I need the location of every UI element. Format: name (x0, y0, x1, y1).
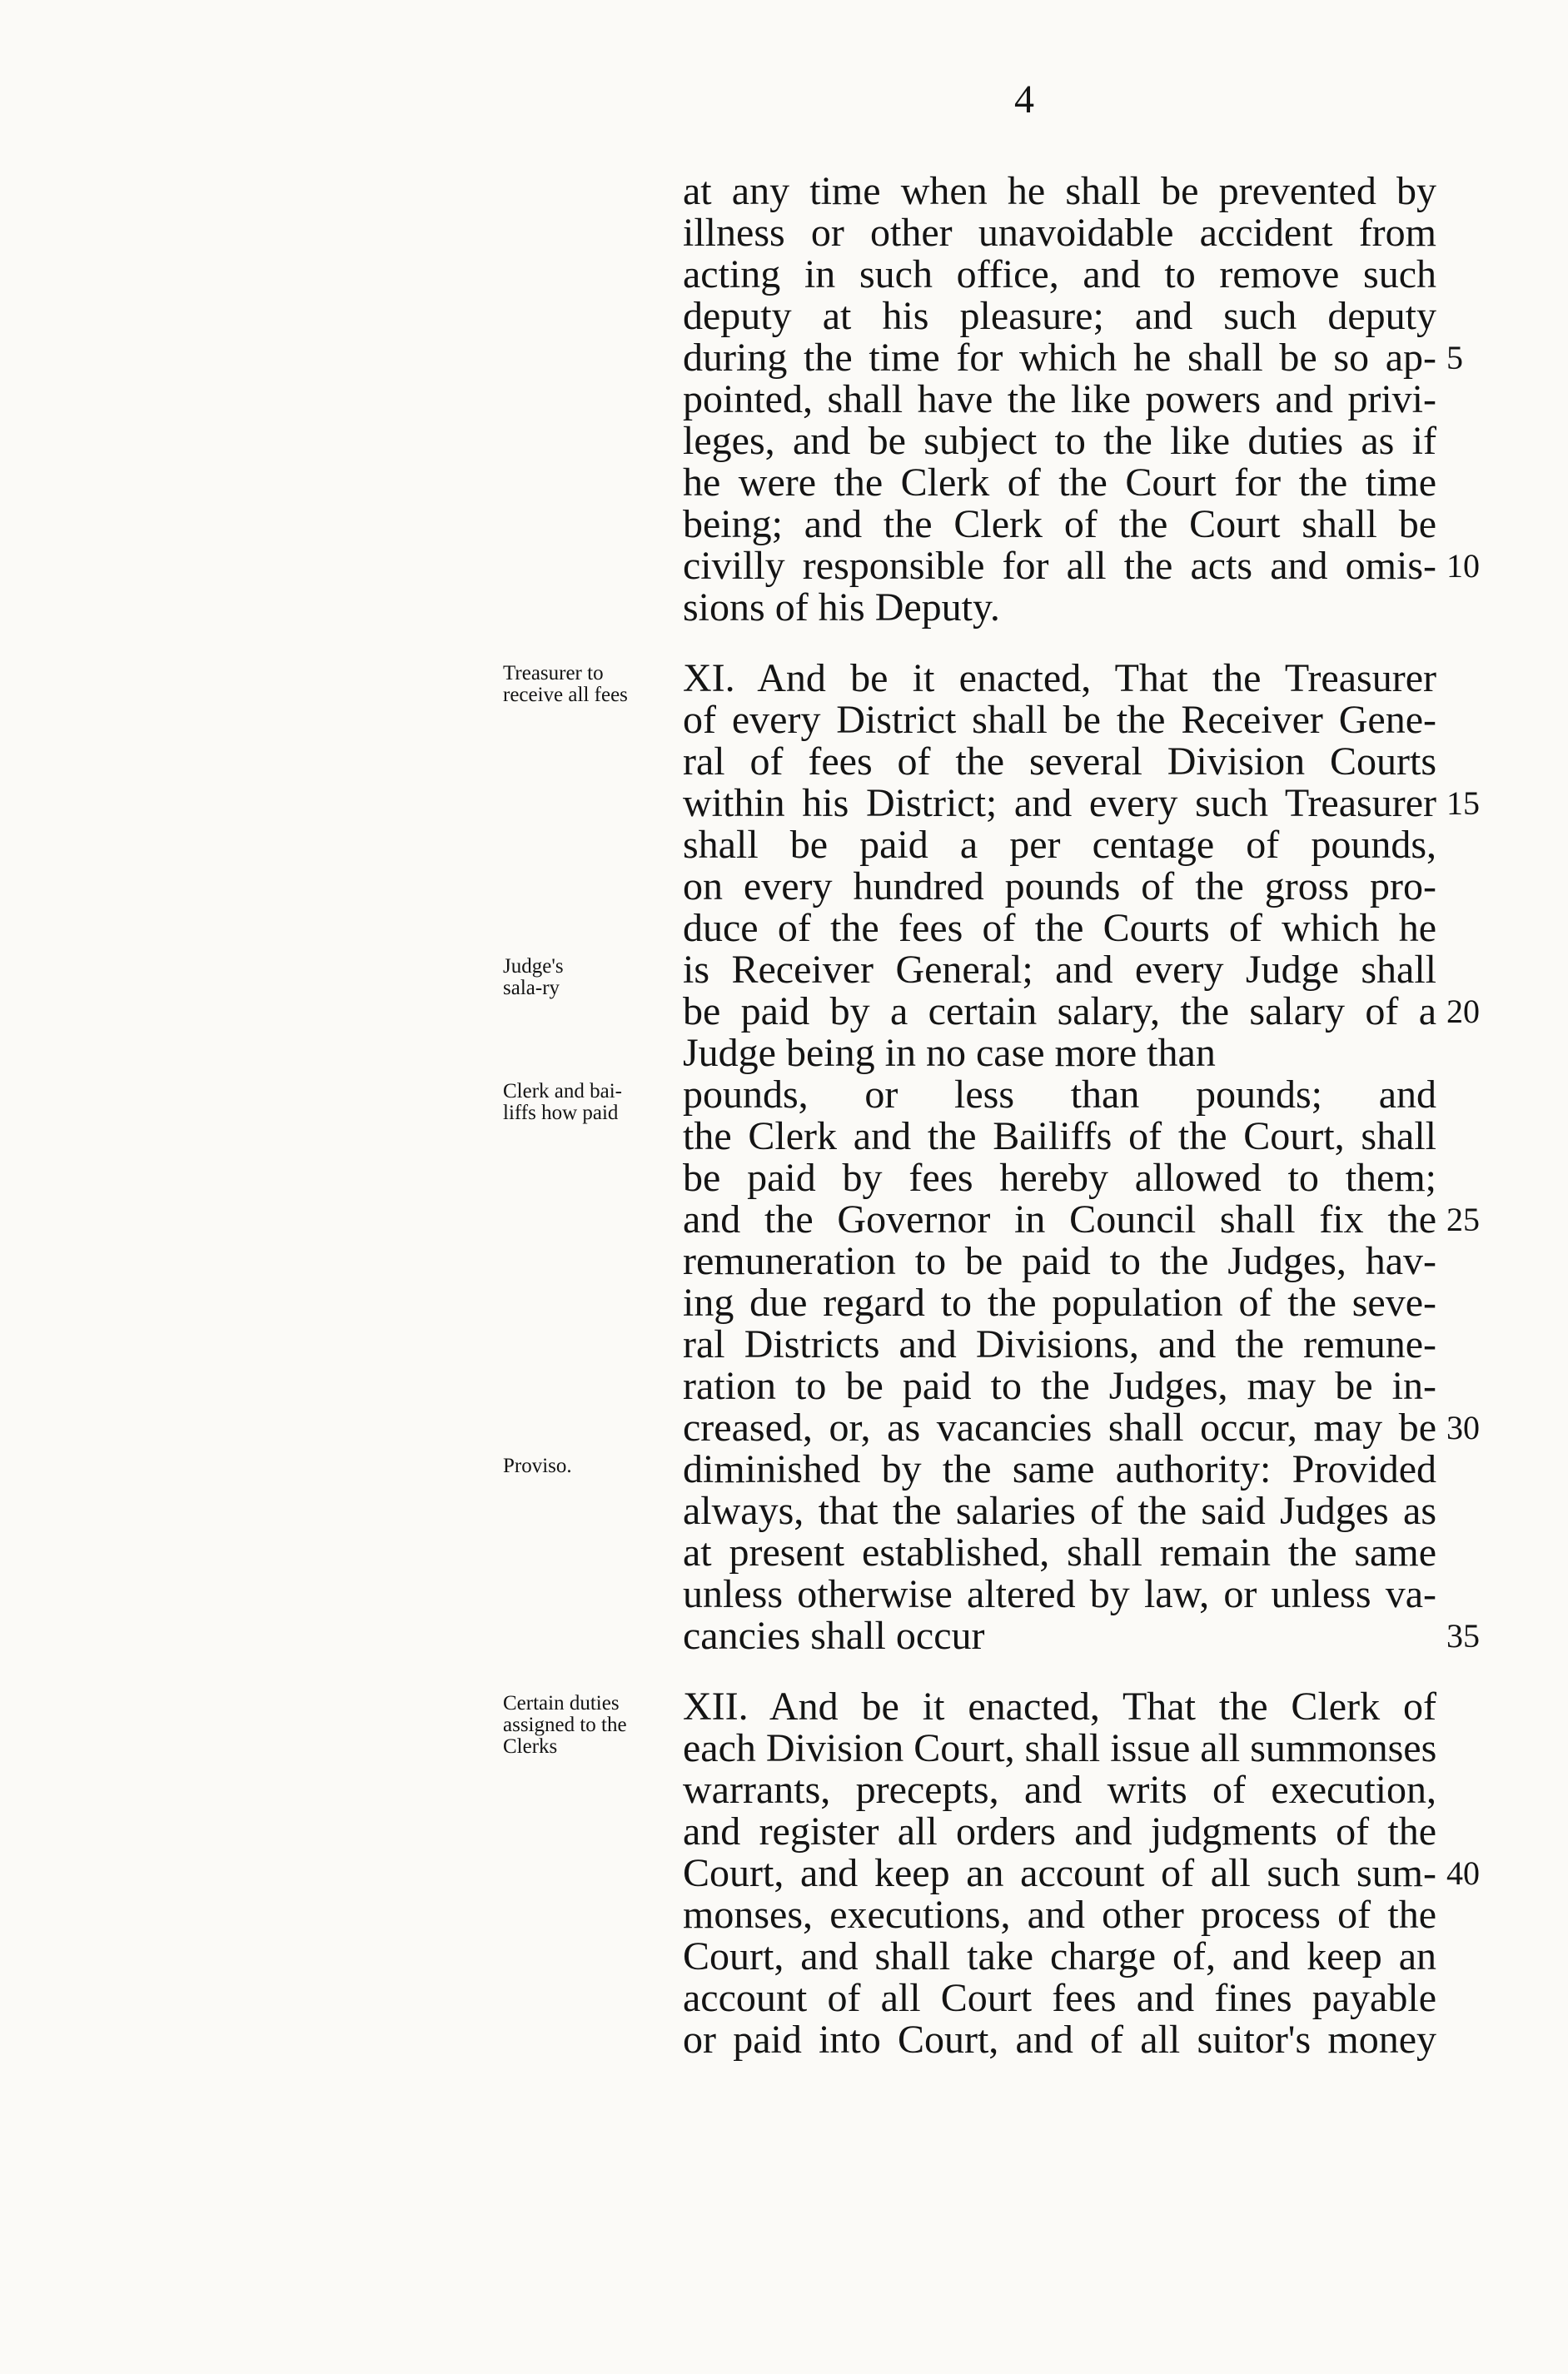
line-number: 5 (1446, 339, 1463, 376)
line-number: 30 (1446, 1409, 1480, 1446)
text-line: civilly responsible for all the acts and omis- (683, 544, 1436, 588)
text-line: is Receiver General; and every Judge shall (683, 948, 1436, 992)
text-line: illness or other unavoidable accident from (683, 211, 1436, 255)
text-line: acting in such office, and to remove such (683, 252, 1436, 296)
text-line: leges, and be subject to the like duties as if (683, 419, 1436, 463)
text-line: within his District; and every such Treasurer (683, 781, 1436, 825)
text-line: the Clerk and the Bailiffs of the Court, shall (683, 1114, 1436, 1158)
side-note-proviso: Proviso. (503, 1455, 572, 1477)
side-note-judges-salary: Judge's sala-ry (503, 955, 564, 999)
page-number: 4 (1014, 77, 1034, 122)
text-line: account of all Court fees and fines payable (683, 1976, 1436, 2020)
text-line: and the Governor in Council shall fix the (683, 1197, 1436, 1242)
text-line: duce of the fees of the Courts of which he (683, 906, 1436, 950)
text-line: of every District shall be the Receiver Gene- (683, 698, 1436, 742)
text-line: Court, and shall take charge of, and keep an (683, 1934, 1436, 1978)
text-line: or paid into Court, and of all suitor's money (683, 2018, 1436, 2062)
text-line: ing due regard to the population of the seve- (683, 1281, 1436, 1325)
text-line: Court, and keep an account of all such sum- (683, 1851, 1436, 1895)
text-line: ral Districts and Divisions, and the remune- (683, 1322, 1436, 1366)
text-line: creased, or, as vacancies shall occur, may be (683, 1406, 1436, 1450)
text-line: monses, executions, and other process of the (683, 1893, 1436, 1937)
text-line: ral of fees of the several Division Courts (683, 739, 1436, 784)
side-note-clerk-duties: Certain duties assigned to the Clerks (503, 1692, 627, 1758)
line-number: 35 (1446, 1617, 1480, 1655)
section-heading-line: XI. And be it enacted, That the Treasurer (683, 656, 1436, 700)
text-line: pointed, shall have the like powers and privi- (683, 377, 1436, 421)
text-line: diminished by the same authority: Provided (683, 1447, 1436, 1491)
text-line: shall be paid a per centage of pounds, (683, 823, 1436, 867)
line-number: 40 (1446, 1854, 1480, 1892)
text-line: be paid by a certain salary, the salary of a (683, 989, 1436, 1033)
text-line: each Division Court, shall issue all summonses (683, 1726, 1437, 1770)
text-line: remuneration to be paid to the Judges, hav- (683, 1239, 1436, 1283)
text-line: Judge being in no case more than (683, 1031, 1216, 1075)
text-line: on every hundred pounds of the gross pro- (683, 864, 1436, 908)
text-line: unless otherwise altered by law, or unless va- (683, 1572, 1436, 1616)
line-number: 15 (1446, 784, 1480, 822)
line-number: 10 (1446, 547, 1480, 585)
text-line: cancies shall occur (683, 1614, 985, 1658)
side-note-treasurer: Treasurer to receive all fees (503, 662, 628, 706)
text-line: warrants, precepts, and writs of execution, (683, 1768, 1436, 1812)
line-number: 20 (1446, 993, 1480, 1030)
line-number: 25 (1446, 1201, 1480, 1238)
text-line: at present established, shall remain the same (683, 1530, 1436, 1575)
text-line: being; and the Clerk of the Court shall be (683, 502, 1436, 546)
text-line: he were the Clerk of the Court for the time (683, 460, 1436, 505)
side-note-clerk-bailiffs: Clerk and bai-liffs how paid (503, 1080, 623, 1124)
text-line: ration to be paid to the Judges, may be in- (683, 1364, 1436, 1408)
text-line: and register all orders and judgments of the (683, 1809, 1436, 1854)
text-line: sions of his Deputy. (683, 585, 1000, 630)
text-line: at any time when he shall be prevented by (683, 169, 1436, 213)
text-line: be paid by fees hereby allowed to them; (683, 1156, 1436, 1200)
text-line: always, that the salaries of the said Judges as (683, 1489, 1436, 1533)
text-line: pounds, or less than pounds; and (683, 1073, 1436, 1117)
text-line: deputy at his pleasure; and such deputy (683, 294, 1436, 338)
text-line: during the time for which he shall be so ap- (683, 336, 1436, 380)
section-heading-line: XII. And be it enacted, That the Clerk of (683, 1685, 1436, 1729)
